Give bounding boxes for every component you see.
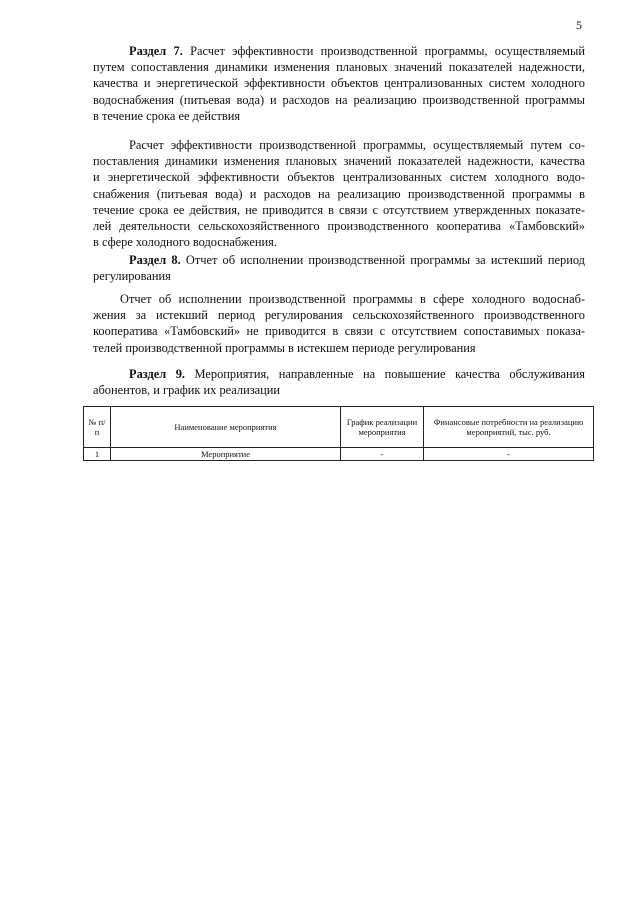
paragraph-line: Отчет об исполнении производственной программы в сфере холодного водоснаб-	[120, 292, 585, 306]
section-7-line: качества и энергетической эффективности объектов централизованных систем холодного	[93, 76, 585, 91]
section-7-line: водоснабжения (питьевая вода) и расходов на реализацию производственной программы	[93, 92, 585, 107]
cell-event-name: Мероприятие	[111, 448, 341, 461]
paragraph-line: и энергетической эффективности объектов централизованных систем холодного водо-	[93, 170, 585, 185]
paragraph-line: течение срока ее действия, не приводится в связи с отсутствием утвержденных показате-	[93, 202, 585, 217]
paragraph-line: жения за истекший период регулирования сельскохозяйственного производственного	[93, 308, 585, 323]
paragraph-line: в сфере холодного водоснабжения.	[93, 235, 277, 250]
section-9-line: Раздел 9. Мероприятия, направленные на повышение качества обслуживания	[129, 367, 585, 381]
paragraph-line: телей производственной программы в истекшем периоде регулирования	[93, 340, 476, 355]
page-number: 5	[576, 18, 582, 32]
events-table	[83, 406, 594, 461]
section-7-heading: Раздел 7.	[129, 44, 183, 58]
section-9-line: абонентов, и график их реализации	[93, 383, 281, 398]
section-8-paragraph	[93, 291, 585, 356]
paragraph-line: кооператива «Тамбовский» не приводится в связи с отсутствием сопоставимых показа-	[93, 324, 585, 339]
header-event-name: Наименование мероприятия	[111, 407, 341, 448]
paragraph-line: лей деятельности сельскохозяйственного производственного кооператива «Тамбовский»	[93, 219, 585, 234]
section-8-title	[93, 252, 585, 284]
header-schedule: График реализации мероприятия	[341, 407, 424, 448]
cell-number: 1	[84, 448, 111, 461]
table-header-row	[84, 407, 594, 448]
section-7-line: в течение срока ее действия	[93, 108, 241, 123]
section-7-title	[93, 43, 585, 124]
section-7-paragraph	[93, 137, 585, 250]
paragraph-line: Расчет эффективности производственной программы, осуществляемый путем со-	[129, 138, 585, 152]
section-7-line: Раздел 7. Расчет эффективности производственной программы, осуществляемый	[129, 44, 585, 58]
section-9-heading: Раздел 9.	[129, 367, 186, 381]
cell-financial-needs: -	[424, 448, 594, 461]
section-8-heading: Раздел 8.	[129, 253, 181, 267]
header-financial-needs: Финансовые потребности на реализацию мероприятий, тыс. руб.	[424, 407, 594, 448]
section-8-line: Раздел 8. Отчет об исполнении производственной программы за истекший период	[129, 253, 585, 267]
section-8-line: регулирования	[93, 269, 171, 284]
table-row	[84, 448, 594, 461]
paragraph-line: снабжения (питьевая вода) и расходов на реализацию производственной программы в	[93, 186, 585, 201]
section-7-line: путем сопоставления динамики изменения плановых значений показателей надежности,	[93, 60, 585, 75]
section-9-title	[93, 366, 585, 398]
header-number: № п/п	[84, 407, 111, 448]
cell-schedule: -	[341, 448, 424, 461]
paragraph-line: поставления динамики изменения плановых значений показателей надежности, качества	[93, 154, 585, 169]
